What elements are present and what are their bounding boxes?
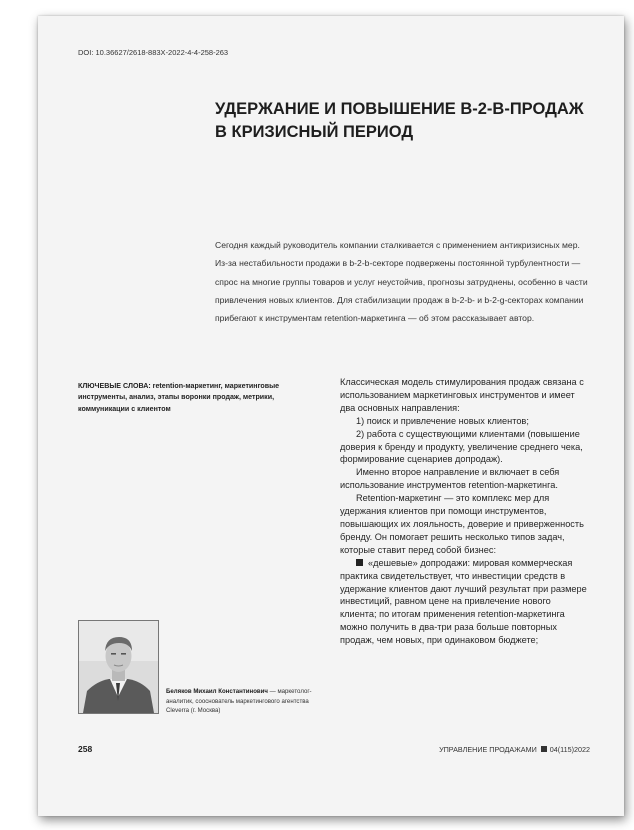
author-photo bbox=[78, 620, 159, 714]
author-name: Беляков Михаил Константинович bbox=[166, 688, 268, 695]
body-paragraph: Классическая модель стимулирования продаж связана с использованием маркетинговых инструментов и имеет два основных направления: bbox=[340, 377, 584, 413]
article-lead: Сегодня каждый руководитель компании сталкивается с применением антикризисных мер. Из-за нестабильности продажи в b-2-b-секторе подвержены постоянной турбулентности — спрос на многие группы товаров и услуг неустойчив, прогнозы затруднены, особенно в части привлечения новых клиентов. Для стабилизации продаж в b-2-b- и b-2-g-секторах компании прибегают к инструментам retention-маркетинга — об этом рассказывает автор. bbox=[215, 240, 588, 324]
body-paragraph: Retention-маркетинг — это комплекс мер для удержания клиентов при помощи инструментов, повышающих их лояльность, доверие и приверженность бренду. Он помогает решить несколько типов задач, которые ставит перед собой бизнес: bbox=[340, 493, 584, 555]
article-title-line-1: УДЕРЖАНИЕ И ПОВЫШЕНИЕ B-2-B-ПРОДАЖ bbox=[215, 100, 584, 118]
author-info bbox=[166, 687, 324, 716]
issue-number: 04(115)2022 bbox=[549, 745, 590, 754]
journal-name: УПРАВЛЕНИЕ ПРОДАЖАМИ bbox=[439, 745, 537, 754]
running-footer bbox=[439, 745, 590, 754]
square-bullet-icon bbox=[356, 559, 363, 566]
keywords: КЛЮЧЕВЫЕ СЛОВА: retention-маркетинг, маркетинговые инструменты, анализ, этапы воронки продаж, метрики, коммуникации с клиентом bbox=[78, 382, 280, 413]
bullet-item-text: «дешевые» допродажи: мировая коммерческая практика свидетельствует, что инвестиции средств в удержание клиентов дают лучший результат при размере инвестиций, равном цене на привлечение нового клиента; по итогам применения retention-маркетинга можно получить в два-три раза больше повторных продаж, чем новых, при одинаковом бюджете; bbox=[340, 557, 587, 646]
article-body bbox=[340, 376, 588, 647]
page-number: 258 bbox=[78, 744, 93, 754]
bullet-item bbox=[340, 557, 588, 647]
article-title bbox=[215, 98, 615, 144]
body-paragraph: Именно второе направление и включает в себя использование инструментов retention-маркетинга. bbox=[340, 467, 560, 491]
list-item: 2) работа с существующими клиентами (повышение доверия к бренду и продукту, увеличение среднего чека, формирование сценариев допродаж). bbox=[340, 428, 583, 465]
author-description: — маркетолог-аналитик, сооснователь маркетингового агентства Cleverra (г. Москва) bbox=[166, 688, 312, 715]
list-item: 1) поиск и привлечение новых клиентов; bbox=[356, 415, 529, 426]
doi-line: DOI: 10.36627/2618-883X-2022-4-4-258-263 bbox=[78, 48, 229, 57]
journal-page bbox=[38, 16, 624, 816]
article-title-line-2: В КРИЗИСНЫЙ ПЕРИОД bbox=[215, 123, 414, 141]
author-portrait-icon bbox=[79, 621, 158, 713]
square-separator-icon bbox=[541, 746, 547, 752]
